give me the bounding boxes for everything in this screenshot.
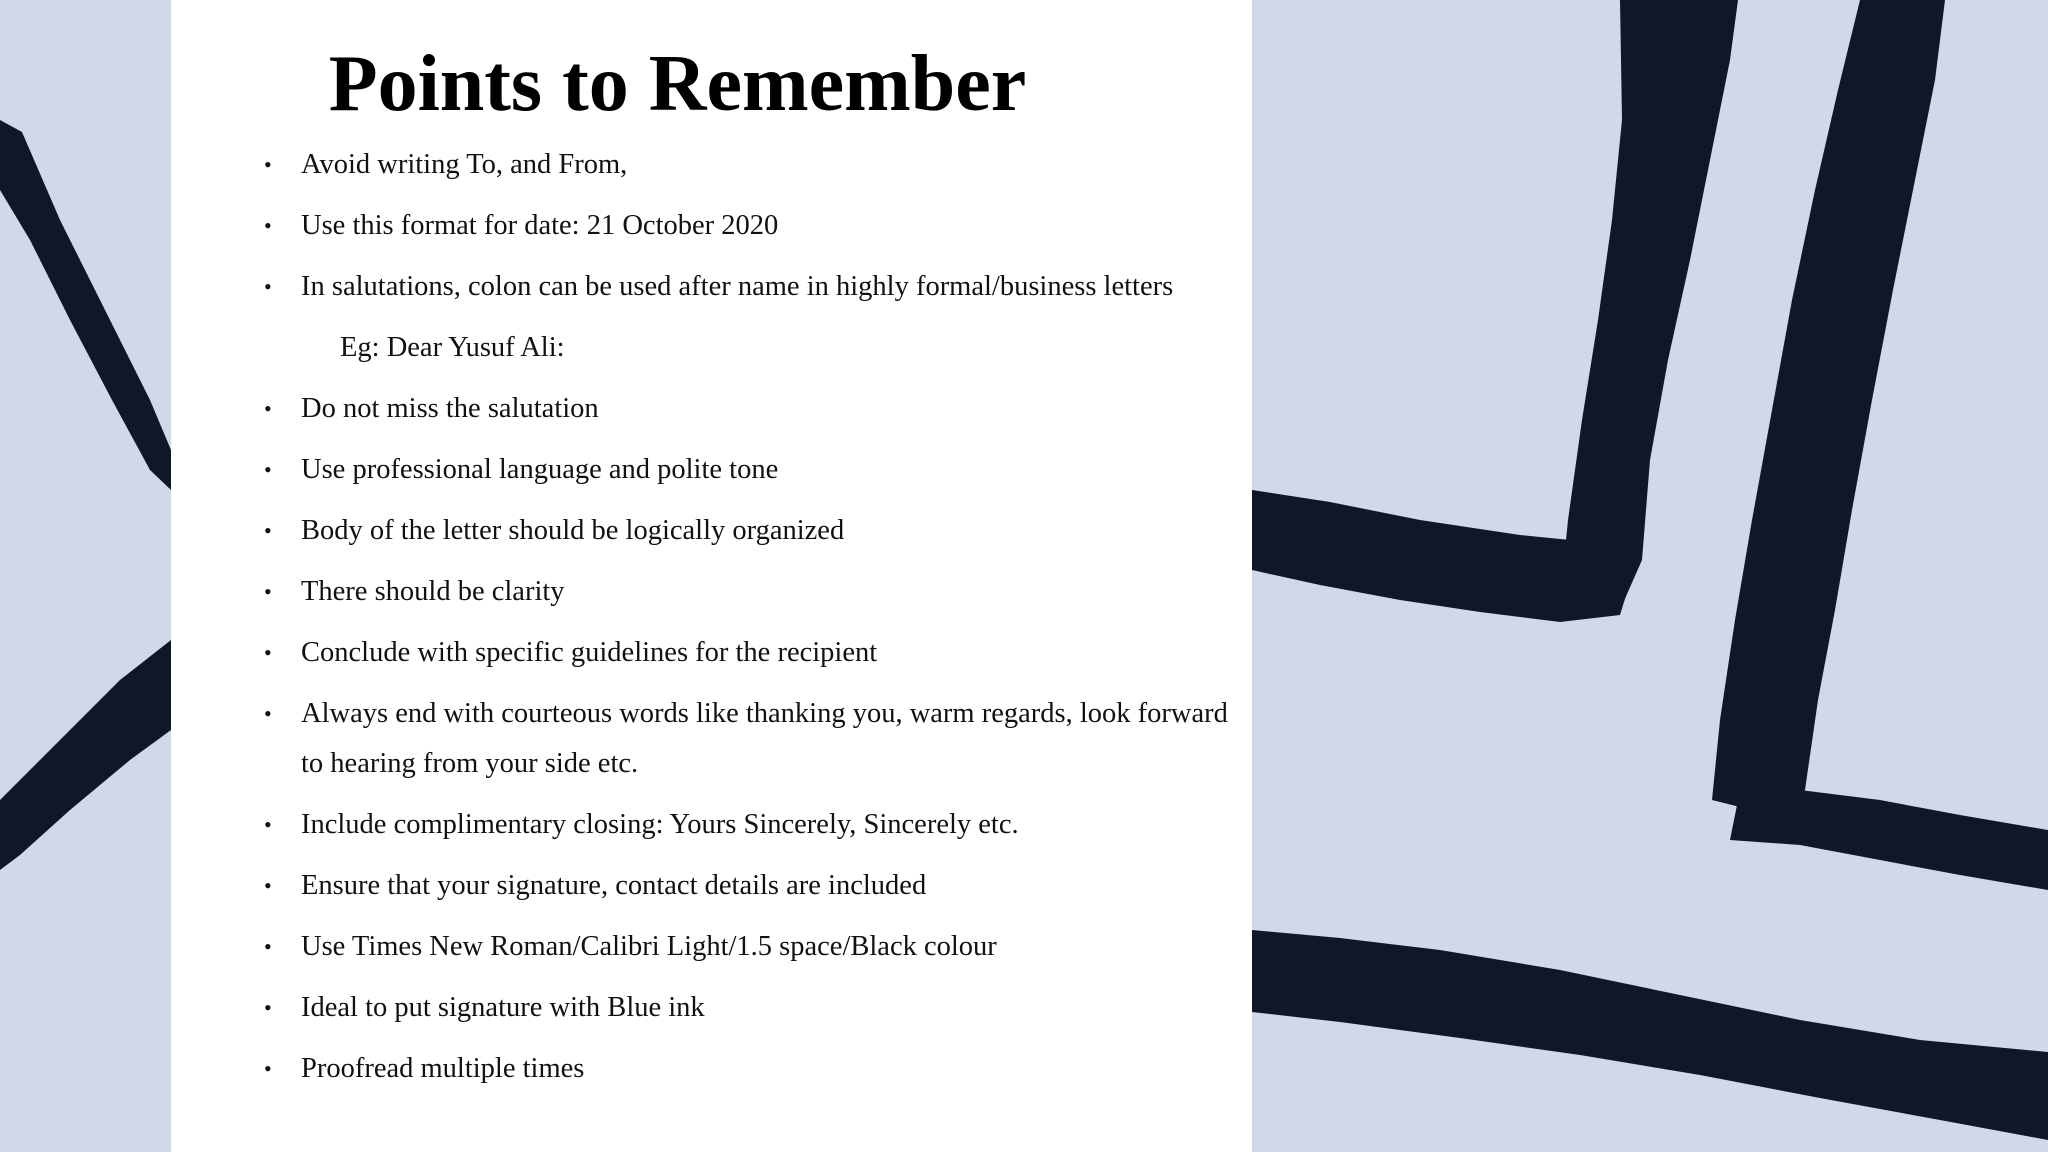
bullet-point xyxy=(171,922,1252,972)
bullet-point xyxy=(171,861,1252,911)
bullet-point xyxy=(171,800,1252,850)
bullet-icon: • xyxy=(264,873,272,898)
point-text: Ensure that your signature, contact details are included xyxy=(301,870,927,901)
point-text: Ideal to put signature with Blue ink xyxy=(301,992,705,1023)
bullet-icon: • xyxy=(264,1056,272,1081)
bullet-icon: • xyxy=(264,213,272,238)
bullet-point xyxy=(171,262,1252,312)
bullet-point xyxy=(171,506,1252,556)
bullet-icon: • xyxy=(264,579,272,604)
left-brush-stroke-upper xyxy=(0,120,171,490)
point-text: Use professional language and polite tone xyxy=(301,454,779,485)
point-text: Always end with courteous words like thanking you, warm regards, look forward to hearing from your side etc. xyxy=(301,698,1228,779)
bullet-point xyxy=(171,628,1252,678)
right-brush-stroke-horizontal-2 xyxy=(1730,790,2048,890)
bullet-icon: • xyxy=(264,640,272,665)
bullet-point xyxy=(171,445,1252,495)
point-text: Eg: Dear Yusuf Ali: xyxy=(340,332,565,363)
bullet-icon: • xyxy=(264,396,272,421)
slide-title: Points to Remember xyxy=(328,40,1027,128)
point-text: Do not miss the salutation xyxy=(301,393,599,424)
left-brush-stroke-lower xyxy=(0,640,171,870)
point-text: In salutations, colon can be used after name in highly formal/business letters xyxy=(301,271,1174,302)
bullet-icon: • xyxy=(264,518,272,543)
bullet-icon: • xyxy=(264,152,272,177)
points-list xyxy=(171,140,1252,1105)
content-panel xyxy=(171,0,1252,1152)
bullet-point xyxy=(171,567,1252,617)
point-text: Include complimentary closing: Yours Sincerely, Sincerely etc. xyxy=(301,809,1019,840)
bullet-icon: • xyxy=(264,812,272,837)
right-brush-stroke-bottom xyxy=(1252,930,2048,1140)
point-text: Use Times New Roman/Calibri Light/1.5 space/Black colour xyxy=(301,931,997,962)
bullet-point xyxy=(171,689,1252,789)
example-line xyxy=(171,323,1252,373)
right-brush-stroke-vertical-1 xyxy=(1560,0,1738,610)
right-brush-stroke-vertical-2 xyxy=(1712,0,1945,820)
bullet-icon: • xyxy=(264,995,272,1020)
point-text: Proofread multiple times xyxy=(301,1053,585,1084)
bullet-icon: • xyxy=(264,934,272,959)
point-text: Avoid writing To, and From, xyxy=(301,149,628,180)
bullet-icon: • xyxy=(264,274,272,299)
bullet-point xyxy=(171,384,1252,434)
point-text: Body of the letter should be logically organized xyxy=(301,515,845,546)
bullet-point xyxy=(171,1044,1252,1094)
bullet-icon: • xyxy=(264,701,272,726)
bullet-point xyxy=(171,140,1252,190)
point-text: Conclude with specific guidelines for the recipient xyxy=(301,637,878,668)
bullet-point xyxy=(171,201,1252,251)
bullet-icon: • xyxy=(264,457,272,482)
point-text: Use this format for date: 21 October 2020 xyxy=(301,210,779,241)
bullet-point xyxy=(171,983,1252,1033)
point-text: There should be clarity xyxy=(301,576,565,607)
